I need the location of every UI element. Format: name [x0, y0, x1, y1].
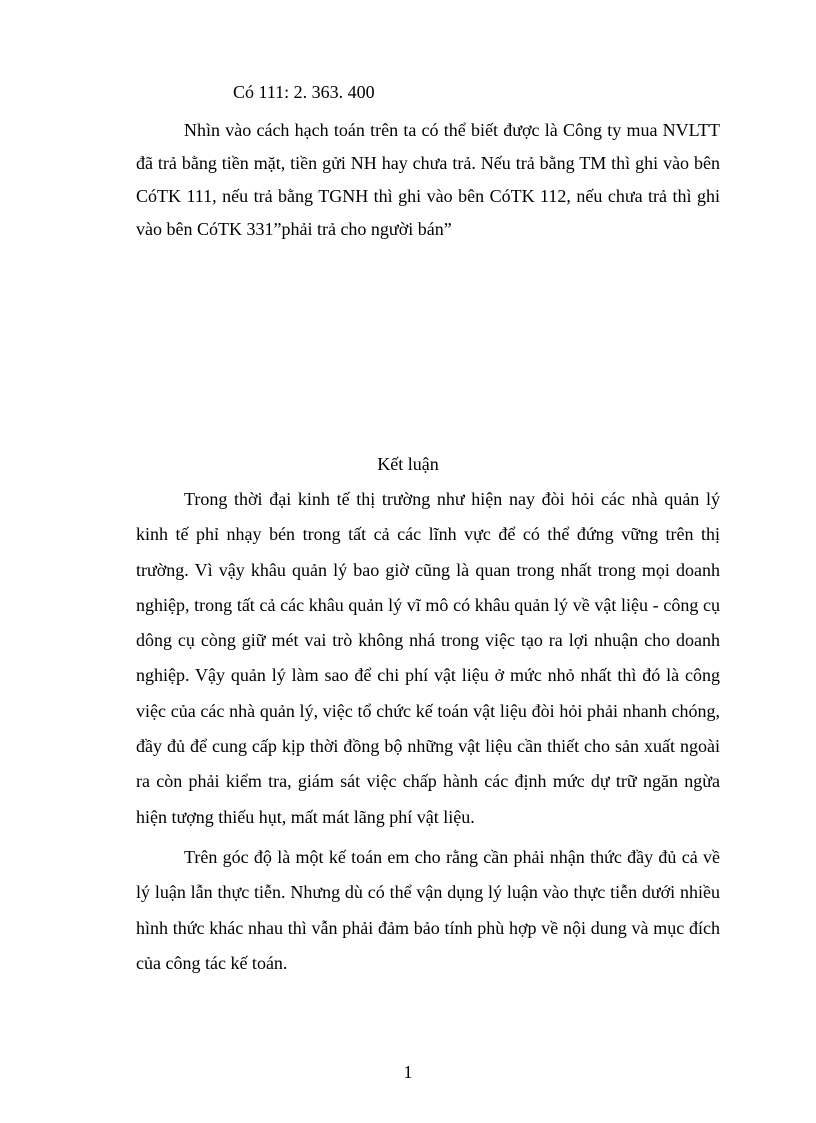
- conclusion-paragraph-2: [136, 840, 720, 981]
- paragraph-text: Nhìn vào cách hạch toán trên ta có thể biết được là Công ty mua NVLTT đã trả bằng tiền mặt, tiền gửi NH hay chưa trả. Nếu trả bằng TM thì ghi vào bên CóTK 111, nếu trả bằng TGNH thì ghi vào bên CóTK 112, nếu chưa trả thì ghi vào bên CóTK 331”phải trả cho người bán”: [136, 120, 720, 239]
- accounting-explanation-paragraph: [136, 114, 720, 246]
- conclusion-paragraph-1: [136, 482, 720, 835]
- page-number: 1: [403, 1062, 413, 1082]
- paragraph-text: Trên góc độ là một kế toán em cho rằng cần phải nhận thức đầy đủ cả về lý luận lẫn thực tiễn. Nhưng dù có thể vận dụng lý luận vào thực tiễn dưới nhiều hình thức khác nhau thì vẫn phải đảm bảo tính phù hợp về nội dung và mục đích của công tác kế toán.: [136, 847, 720, 973]
- credit-entry-line: Có 111: 2. 363. 400: [233, 82, 375, 102]
- section-heading: Kết luận: [377, 454, 439, 474]
- paragraph-text: Trong thời đại kinh tế thị trường như hiện nay đòi hỏi các nhà quản lý kinh tế phỉ nhạy bén trong tất cả các lĩnh vực để có thể đứng vững trên thị trường. Vì vậy khâu quản lý bao giờ cũng là quan trong nhất trong mọi doanh nghiệp, trong tất cả các khâu quản lý vĩ mô có khâu quản lý về vật liệu - công cụ dông cụ còng giữ mét vai trò không nhá trong việc tạo ra lợi nhuận cho doanh nghiệp. Vậy quản lý làm sao để chi phí vật liệu ở mức nhỏ nhất thì đó là công việc của các nhà quản lý, việc tổ chức kế toán vật liệu đòi hỏi phải nhanh chóng, đầy đủ để cung cấp kịp thời đồng bộ những vật liệu cần thiết cho sản xuất ngoài ra còn phải kiểm tra, giám sát việc chấp hành các định mức dự trữ ngăn ngừa hiện tượng thiếu hụt, mất mát lãng phí vật liệu.: [136, 489, 720, 827]
